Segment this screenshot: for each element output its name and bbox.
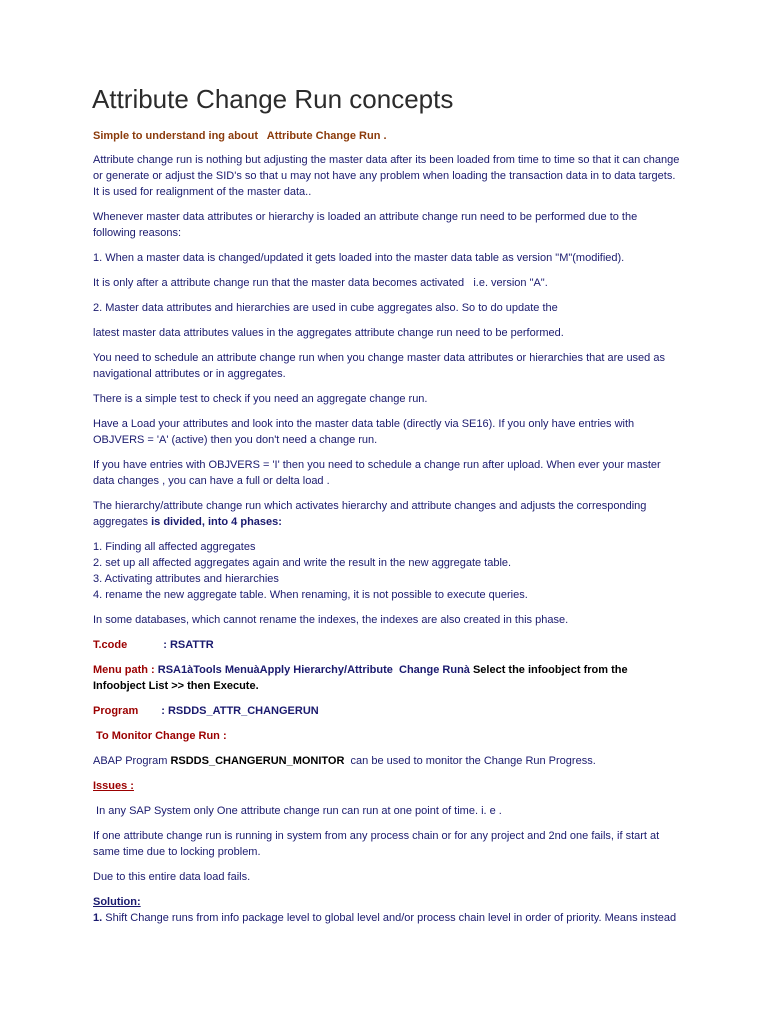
issue-item: If one attribute change run is running in system from any process chain or for any project and 2nd one fails, if start at same time due to locking problem. bbox=[93, 830, 660, 858]
paragraph-aggregates-update: latest master data attributes values in the aggregates attribute change run need to be performed. bbox=[93, 327, 564, 339]
menu-path-value: RSA1àTools MenuàApply Hierarchy/Attribute Change Runà bbox=[157, 664, 470, 676]
document-subtitle: Simple to understand ing about Attribute Change Run . bbox=[93, 130, 387, 142]
menu-path-label: Menu path : bbox=[93, 664, 158, 676]
monitor-post: can be used to monitor the Change Run Progress. bbox=[344, 755, 596, 767]
monitor-pre: ABAP Program bbox=[93, 755, 171, 767]
document-body bbox=[93, 128, 683, 926]
menu-path-rest: Select the infoobject from the Infoobject List >> then Execute. bbox=[93, 664, 628, 692]
issues-heading: Issues : bbox=[93, 780, 134, 792]
paragraph-objvers-i: If you have entries with OBJVERS = 'I' then you need to schedule a change run after upload. When ever your master data changes , you can have a full or delta load . bbox=[93, 459, 661, 487]
paragraph-reasons-intro: Whenever master data attributes or hierarchy is loaded an attribute change run need to be performed due to the following reasons: bbox=[93, 211, 638, 239]
paragraph-se16-check: Have a Load your attributes and look into the master data table (directly via SE16). If you only have entries with OBJVERS = 'A' (active) then you don't need a change run. bbox=[93, 418, 635, 446]
paragraph-reason-1: 1. When a master data is changed/updated it gets loaded into the master data table as version "M"(modified). bbox=[93, 252, 625, 264]
list-item: 3. Activating attributes and hierarchies bbox=[93, 573, 279, 585]
monitor-program: RSDDS_CHANGERUN_MONITOR bbox=[170, 755, 345, 767]
monitor-heading: To Monitor Change Run : bbox=[93, 730, 227, 742]
paragraph-activation: It is only after a attribute change run that the master data becomes activated i.e. version "A". bbox=[93, 277, 548, 289]
list-item: 1. Finding all affected aggregates bbox=[93, 541, 256, 553]
phases-list bbox=[93, 539, 683, 603]
tcode-value: : RSATTR bbox=[163, 639, 214, 651]
solution-heading: Solution: bbox=[93, 896, 141, 908]
program-value: : RSDDS_ATTR_CHANGERUN bbox=[161, 705, 319, 717]
paragraph-indexes: In some databases, which cannot rename the indexes, the indexes are also created in this phase. bbox=[93, 614, 569, 626]
monitor-line bbox=[93, 753, 683, 769]
tcode-label: T.code bbox=[93, 639, 128, 651]
phases-intro-text: The hierarchy/attribute change run which activates hierarchy and attribute changes and adjusts the corresponding aggregates bbox=[93, 500, 647, 528]
program-label: Program bbox=[93, 705, 139, 717]
menu-path-line bbox=[93, 662, 683, 694]
paragraph-schedule: You need to schedule an attribute change run when you change master data attributes or hierarchies that are used as navigational attributes or in aggregates. bbox=[93, 352, 665, 380]
paragraph-reason-2: 2. Master data attributes and hierarchies are used in cube aggregates also. So to do update the bbox=[93, 302, 558, 314]
list-item: 4. rename the new aggregate table. When renaming, it is not possible to execute queries. bbox=[93, 589, 528, 601]
solution-item bbox=[93, 910, 683, 926]
paragraph-definition: Attribute change run is nothing but adjusting the master data after its been loaded from time to time so that it can change or generate or adjust the SID's so that u may not have any problem when loading the transaction data in to data targets. It is used for realignment of the master data.. bbox=[93, 154, 680, 198]
phases-intro-bold: is divided, into 4 phases: bbox=[151, 516, 282, 528]
paragraph-phases-intro bbox=[93, 498, 683, 530]
tcode-line bbox=[93, 637, 683, 653]
program-line bbox=[93, 703, 683, 719]
list-item: 2. set up all affected aggregates again and write the result in the new aggregate table. bbox=[93, 557, 512, 569]
paragraph-simple-test: There is a simple test to check if you need an aggregate change run. bbox=[93, 393, 428, 405]
solution-number: 1. bbox=[93, 912, 103, 924]
issue-item: In any SAP System only One attribute change run can run at one point of time. i. e . bbox=[93, 805, 502, 817]
document-title: Attribute Change Run concepts bbox=[92, 84, 454, 114]
issue-item: Due to this entire data load fails. bbox=[93, 871, 251, 883]
solution-text: Shift Change runs from info package level to global level and/or process chain level in order of priority. Means instead bbox=[102, 912, 677, 924]
